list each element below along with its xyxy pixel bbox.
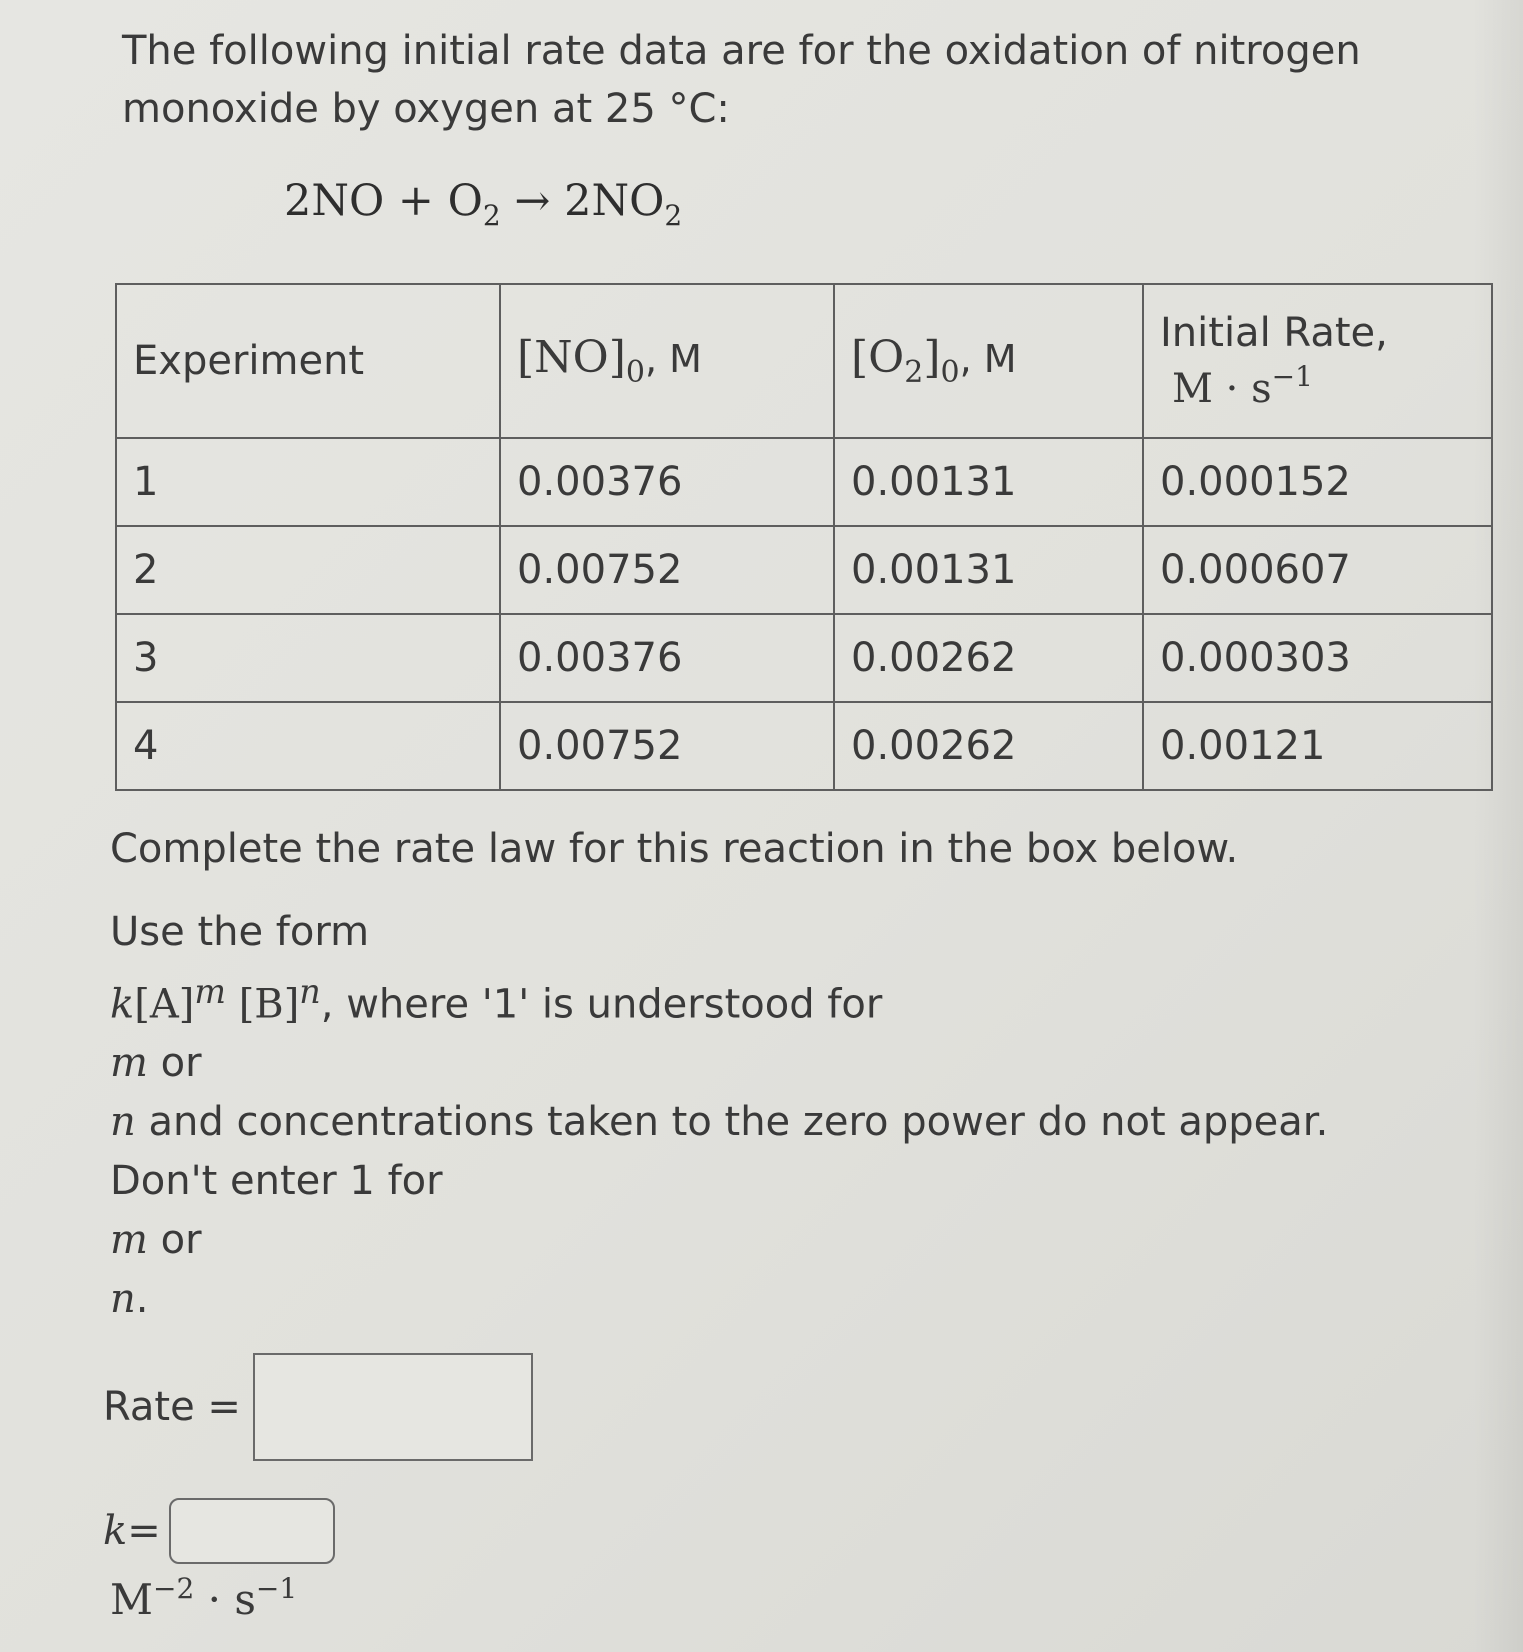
reaction-arrow: → xyxy=(514,176,551,226)
complete-instruction: Complete the rate law for this reaction in the box below. xyxy=(110,826,1239,872)
table-row xyxy=(116,438,1492,526)
period: . xyxy=(135,1276,149,1323)
cell-no: 0.00752 xyxy=(500,526,834,614)
form-n-exponent: n xyxy=(299,972,321,1011)
o2-bracket xyxy=(851,332,960,390)
rate-unit xyxy=(1172,360,1475,412)
k-unit-s-exponent: −1 xyxy=(255,1572,298,1605)
k-entry-row xyxy=(103,1498,335,1564)
m-variable: m xyxy=(110,1040,148,1087)
k-value-input[interactable] xyxy=(169,1498,335,1564)
cell-o2: 0.00262 xyxy=(834,702,1143,790)
no2-base: 2NO xyxy=(564,176,665,226)
cell-experiment: 4 xyxy=(116,702,500,790)
cell-rate: 0.000303 xyxy=(1143,614,1492,702)
rate-law-form xyxy=(110,962,1440,1034)
or-text-2: or xyxy=(147,1217,202,1264)
cell-no: 0.00376 xyxy=(500,614,834,702)
header-o2-concentration xyxy=(834,284,1143,438)
n-variable: n xyxy=(110,1099,136,1146)
o2-close: ] xyxy=(923,332,941,383)
rate-law-input[interactable] xyxy=(253,1353,533,1461)
o2-two-subscript: 2 xyxy=(904,355,924,390)
o2-unit: , M xyxy=(959,337,1017,381)
o2-zero-subscript: 0 xyxy=(940,355,960,390)
o2-open: [O xyxy=(851,332,905,383)
k-unit xyxy=(110,1572,297,1624)
rate-entry-row xyxy=(103,1353,533,1461)
reactant-o2 xyxy=(447,176,501,232)
cell-o2: 0.00131 xyxy=(834,438,1143,526)
form-tail: , where '1' is understood for xyxy=(320,981,883,1028)
use-form-text: Use the form xyxy=(110,909,370,955)
cell-experiment: 1 xyxy=(116,438,500,526)
header-no-concentration xyxy=(500,284,834,438)
reactant-no: 2NO xyxy=(284,176,385,226)
k-unit-m: M xyxy=(110,1575,154,1624)
cell-o2: 0.00131 xyxy=(834,526,1143,614)
reaction-equation xyxy=(284,176,682,232)
o2-base: O xyxy=(447,176,483,226)
n-concentrations-line xyxy=(110,1093,1440,1152)
rate-data-table xyxy=(115,283,1493,791)
table-header-row xyxy=(116,284,1492,438)
rate-unit-exponent: −1 xyxy=(1271,360,1313,393)
product-no2 xyxy=(564,176,683,232)
cell-experiment: 3 xyxy=(116,614,500,702)
cell-rate: 0.000607 xyxy=(1143,526,1492,614)
intro-text: The following initial rate data are for the oxidation of nitrogen monoxide by oxygen at 25 °C: xyxy=(122,28,1361,132)
or-text: or xyxy=(147,1040,202,1087)
k-label-equals: = xyxy=(127,1508,161,1554)
no-bracket xyxy=(517,332,645,390)
m-or-line xyxy=(110,1034,1440,1093)
rate-label: Initial Rate, xyxy=(1160,310,1388,356)
cell-no: 0.00752 xyxy=(500,702,834,790)
concentrations-text: and concentrations taken to the zero power do not appear. xyxy=(135,1099,1329,1146)
m-variable-2: m xyxy=(110,1217,148,1264)
k-label-variable: k xyxy=(103,1508,128,1554)
table-row xyxy=(116,702,1492,790)
m-or-line-2 xyxy=(110,1211,1440,1270)
no2-subscript: 2 xyxy=(664,199,683,232)
form-m-exponent: m xyxy=(194,972,226,1011)
page-edge-shadow xyxy=(1473,0,1523,1652)
rate-unit-base: M · s xyxy=(1172,366,1272,412)
header-experiment: Experiment xyxy=(116,284,500,438)
k-unit-s: · s xyxy=(194,1575,256,1624)
header-initial-rate xyxy=(1143,284,1492,438)
dont-enter-text: Don't enter 1 for xyxy=(110,1158,443,1205)
no-unit: , M xyxy=(645,337,702,381)
k-unit-m-exponent: −2 xyxy=(153,1572,195,1605)
table-row xyxy=(116,526,1492,614)
form-k: k xyxy=(110,981,135,1028)
form-a: [A] xyxy=(134,981,195,1028)
n-variable-2: n xyxy=(110,1276,136,1323)
rate-label: Rate = xyxy=(103,1384,241,1430)
no-symbol: [NO] xyxy=(517,332,626,383)
cell-o2: 0.00262 xyxy=(834,614,1143,702)
plus-sign: + xyxy=(397,176,434,226)
o2-subscript: 2 xyxy=(482,199,501,232)
no-zero-subscript: 0 xyxy=(625,355,645,390)
cell-rate: 0.00121 xyxy=(1143,702,1492,790)
cell-no: 0.00376 xyxy=(500,438,834,526)
cell-rate: 0.000152 xyxy=(1143,438,1492,526)
table-row xyxy=(116,614,1492,702)
n-line xyxy=(110,1270,1440,1329)
instructions xyxy=(110,820,1440,1329)
cell-experiment: 2 xyxy=(116,526,500,614)
form-b: [B] xyxy=(238,981,300,1028)
